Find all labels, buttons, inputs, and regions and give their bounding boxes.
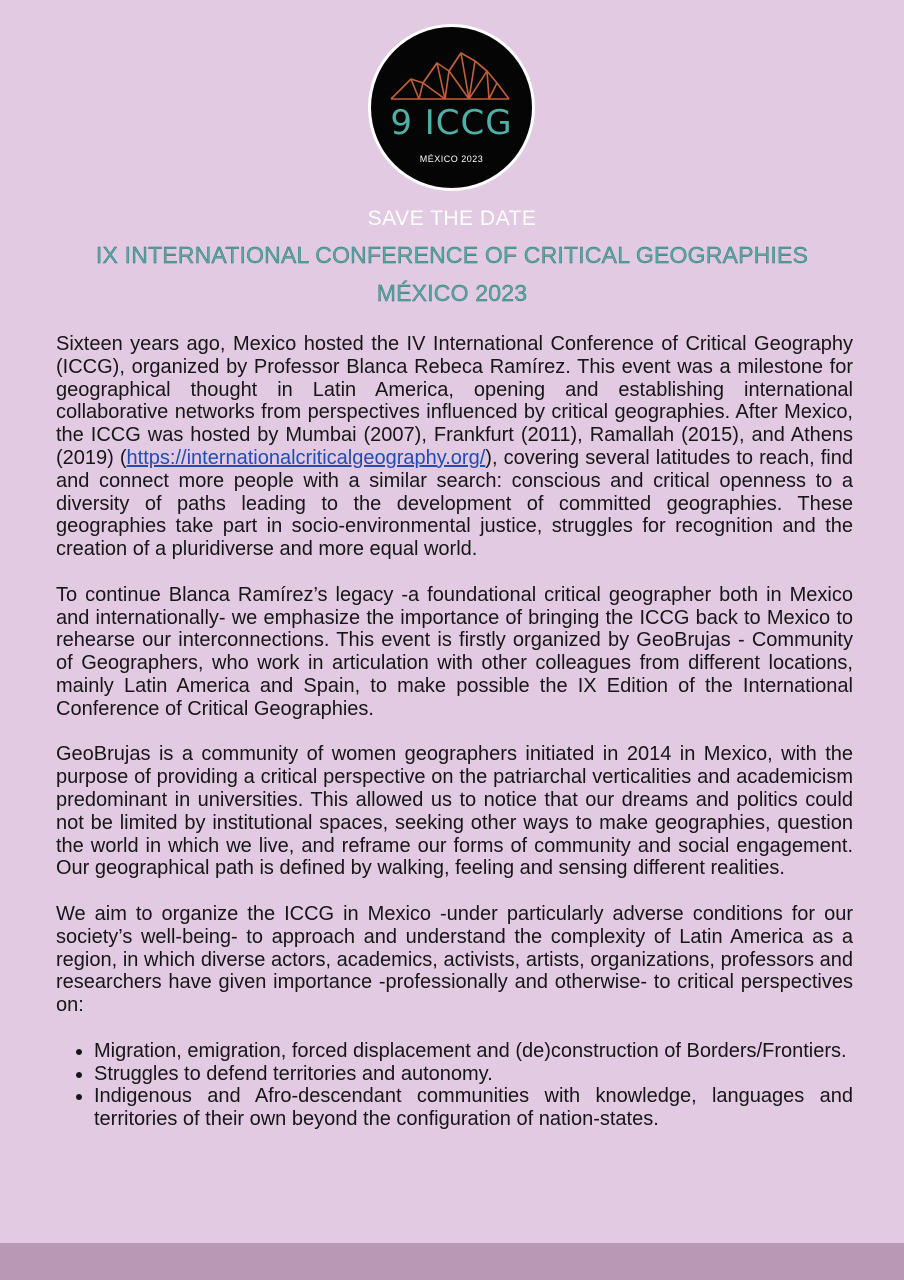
logo-title: 9 ICCG: [390, 103, 513, 143]
paragraph-aims: We aim to organize the ICCG in Mexico -under particularly adverse conditions for our society’s well-being- to approach and understand the complexity of Latin America as a region, in which diverse actors, academics, activists, artists, organizations, professors and researchers have given importance -professionally and otherwise- to critical perspectives on:: [56, 902, 853, 1017]
mountain-network-icon: [389, 49, 511, 107]
conference-title: IX INTERNATIONAL CONFERENCE OF CRITICAL GEOGRAPHIES: [95, 242, 809, 268]
iccg-website-link[interactable]: https://internationalcriticalgeography.org/: [126, 446, 486, 469]
topics-list: [56, 1040, 853, 1131]
save-the-date: SAVE THE DATE: [367, 207, 537, 230]
logo-subtitle: MÉXICO 2023: [419, 154, 484, 164]
paragraph-history-text-cont: ), covering several latitudes to reach, find and connect more people with a similar search: conscious and critical openness to a diversity of paths leading to the development of committed geographies. These geographies take part in socio-environmental justice, struggles for recognition and the creation of a pluridiverse and more equal world.: [56, 446, 853, 561]
conference-location-year: MÉXICO 2023: [376, 280, 528, 306]
conference-logo: [371, 27, 532, 188]
paragraph-history-text: Sixteen years ago, Mexico hosted the IV International Conference of Critical Geography (ICCG), organized by Professor Blanca Rebeca Ramírez. This event was a milestone for geographical thought in Latin America, opening and establishing international collaborative networks from perspectives influenced by critical geographies. After Mexico, the ICCG was hosted by Mumbai (2007), Frankfurt (2011), Ramallah (2015), and Athens (2019) (: [56, 333, 853, 469]
list-item: • Migration, emigration, forced displacement and (de)construction of Borders/Frontiers.: [94, 1040, 853, 1063]
paragraph-geobrujas: GeoBrujas is a community of women geographers initiated in 2014 in Mexico, with the purpose of providing a critical perspective on the patriarchal verticalities and academicism predominant in universities. This allowed us to notice that our dreams and politics could not be limited by institutional spaces, seeking other ways to make geographies, question the world in which we live, and reframe our forms of community and social engagement. Our geographical path is defined by walking, feeling and sensing different realities.: [56, 743, 853, 880]
paragraph-legacy: To continue Blanca Ramírez’s legacy -a foundational critical geographer both in Mexico and internationally- we emphasize the importance of bringing the ICCG back to Mexico to rehearse our interconnections. This event is firstly organized by GeoBrujas - Community of Geographers, who work in articulation with other colleagues from different locations, mainly Latin America and Spain, to make possible the IX Edition of the International Conference of Critical Geographies.: [56, 583, 853, 720]
footer-band: [0, 1243, 904, 1280]
list-item: • Indigenous and Afro-descendant communities with knowledge, languages and territories of their own beyond the configuration of nation-states.: [94, 1085, 853, 1131]
document-body: [56, 333, 853, 1131]
list-item: • Struggles to defend territories and autonomy.: [94, 1063, 853, 1086]
paragraph-history: [56, 333, 853, 561]
